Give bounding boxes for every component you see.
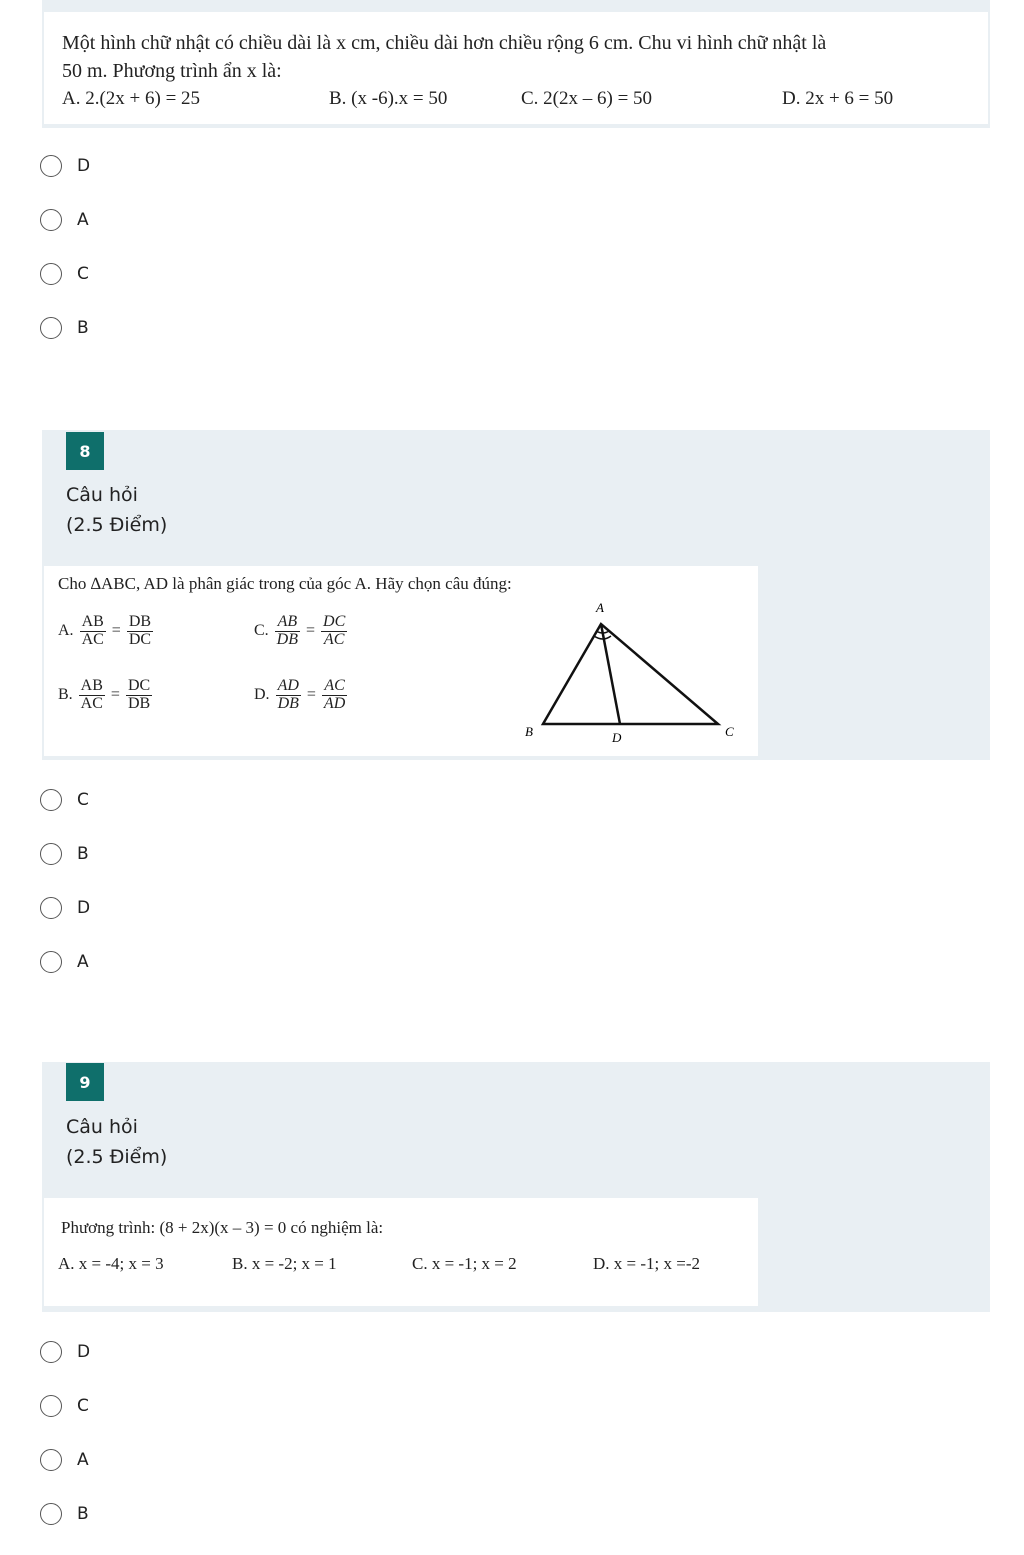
question-7-choice-c: C. 2(2x – 6) = 50 bbox=[521, 88, 653, 109]
question-8-choice-a: A. $\frac{AB}{AC}$ = $\frac{DB}{DC}$ bbox=[58, 613, 152, 648]
q7-option-2[interactable] bbox=[40, 206, 89, 234]
question-number-badge: 8 bbox=[66, 432, 104, 470]
q9-option-3[interactable] bbox=[40, 1446, 89, 1474]
radio-button[interactable] bbox=[40, 1395, 62, 1417]
q8-option-3[interactable] bbox=[40, 894, 90, 922]
radio-button[interactable] bbox=[40, 209, 62, 231]
question-8-statement: Cho ∆ABC, AD là phân giác trong của góc A. Hãy chọn câu đúng: bbox=[58, 574, 512, 593]
q8-option-2[interactable] bbox=[40, 840, 89, 868]
question-number-badge: 9 bbox=[66, 1063, 104, 1101]
question-7-statement-line2: 50 m. Phương trình ẩn x là: bbox=[62, 60, 282, 82]
question-9-choice-d: D. x = -1; x =-2 bbox=[593, 1254, 700, 1273]
option-label: B bbox=[77, 318, 89, 338]
question-7-choice-b: B. (x -6).x = 50 bbox=[329, 88, 448, 109]
radio-button[interactable] bbox=[40, 263, 62, 285]
option-label: C bbox=[77, 264, 89, 284]
triangle-abc bbox=[543, 624, 718, 724]
question-7-statement-line1: Một hình chữ nhật có chiều dài là x cm, chiều dài hơn chiều rộng 6 cm. Chu vi hình chữ nhật là bbox=[62, 32, 827, 54]
option-label: D bbox=[77, 898, 91, 918]
option-label: A bbox=[77, 952, 89, 972]
radio-button[interactable] bbox=[40, 789, 62, 811]
option-label: D bbox=[77, 156, 91, 176]
option-label: D bbox=[77, 1342, 91, 1362]
option-label: C bbox=[77, 1396, 89, 1416]
radio-button[interactable] bbox=[40, 897, 62, 919]
question-points: (2.5 Điểm) bbox=[66, 1146, 168, 1168]
question-9-choice-a: A. x = -4; x = 3 bbox=[58, 1254, 164, 1273]
radio-button[interactable] bbox=[40, 317, 62, 339]
label-b: B bbox=[525, 724, 533, 739]
radio-button[interactable] bbox=[40, 951, 62, 973]
q7-option-4[interactable] bbox=[40, 314, 89, 342]
q7-option-3[interactable] bbox=[40, 260, 89, 288]
label-d: D bbox=[612, 730, 622, 745]
q8-option-1[interactable] bbox=[40, 786, 89, 814]
q9-option-1[interactable] bbox=[40, 1338, 90, 1366]
q9-option-4[interactable] bbox=[40, 1500, 89, 1528]
question-heading: Câu hỏi bbox=[66, 1116, 138, 1138]
question-9-choice-b: B. x = -2; x = 1 bbox=[232, 1254, 337, 1273]
q8-option-4[interactable] bbox=[40, 948, 89, 976]
radio-button[interactable] bbox=[40, 155, 62, 177]
question-9-statement: Phương trình: (8 + 2x)(x – 3) = 0 có nghiệm là: bbox=[61, 1218, 384, 1237]
radio-button[interactable] bbox=[40, 1341, 62, 1363]
option-label: C bbox=[77, 790, 89, 810]
question-9-choice-c: C. x = -1; x = 2 bbox=[412, 1254, 517, 1273]
question-points: (2.5 Điểm) bbox=[66, 514, 168, 536]
question-9-image bbox=[44, 1198, 758, 1306]
question-8-choice-d: D. $\frac{AD}{DB}$ = $\frac{AC}{AD}$ bbox=[254, 677, 346, 712]
label-a: A bbox=[596, 600, 604, 615]
radio-button[interactable] bbox=[40, 1449, 62, 1471]
question-7-image bbox=[44, 12, 988, 124]
option-label: A bbox=[77, 210, 89, 230]
q9-option-2[interactable] bbox=[40, 1392, 89, 1420]
triangle-figure bbox=[510, 598, 750, 758]
option-label: B bbox=[77, 844, 89, 864]
q7-option-1[interactable] bbox=[40, 152, 90, 180]
question-7-choice-a: A. 2.(2x + 6) = 25 bbox=[62, 88, 201, 109]
radio-button[interactable] bbox=[40, 1503, 62, 1525]
question-8-image bbox=[44, 566, 758, 756]
question-heading: Câu hỏi bbox=[66, 484, 138, 506]
question-8-choice-b: B. $\frac{AB}{AC}$ = $\frac{DC}{DB}$ bbox=[58, 677, 151, 712]
option-label: B bbox=[77, 1504, 89, 1524]
label-c: C bbox=[725, 724, 734, 739]
question-7-choice-d: D. 2x + 6 = 50 bbox=[782, 88, 894, 109]
option-label: A bbox=[77, 1450, 89, 1470]
question-8-choice-c: C. $\frac{AB}{DB}$ = $\frac{DC}{AC}$ bbox=[254, 613, 346, 648]
radio-button[interactable] bbox=[40, 843, 62, 865]
